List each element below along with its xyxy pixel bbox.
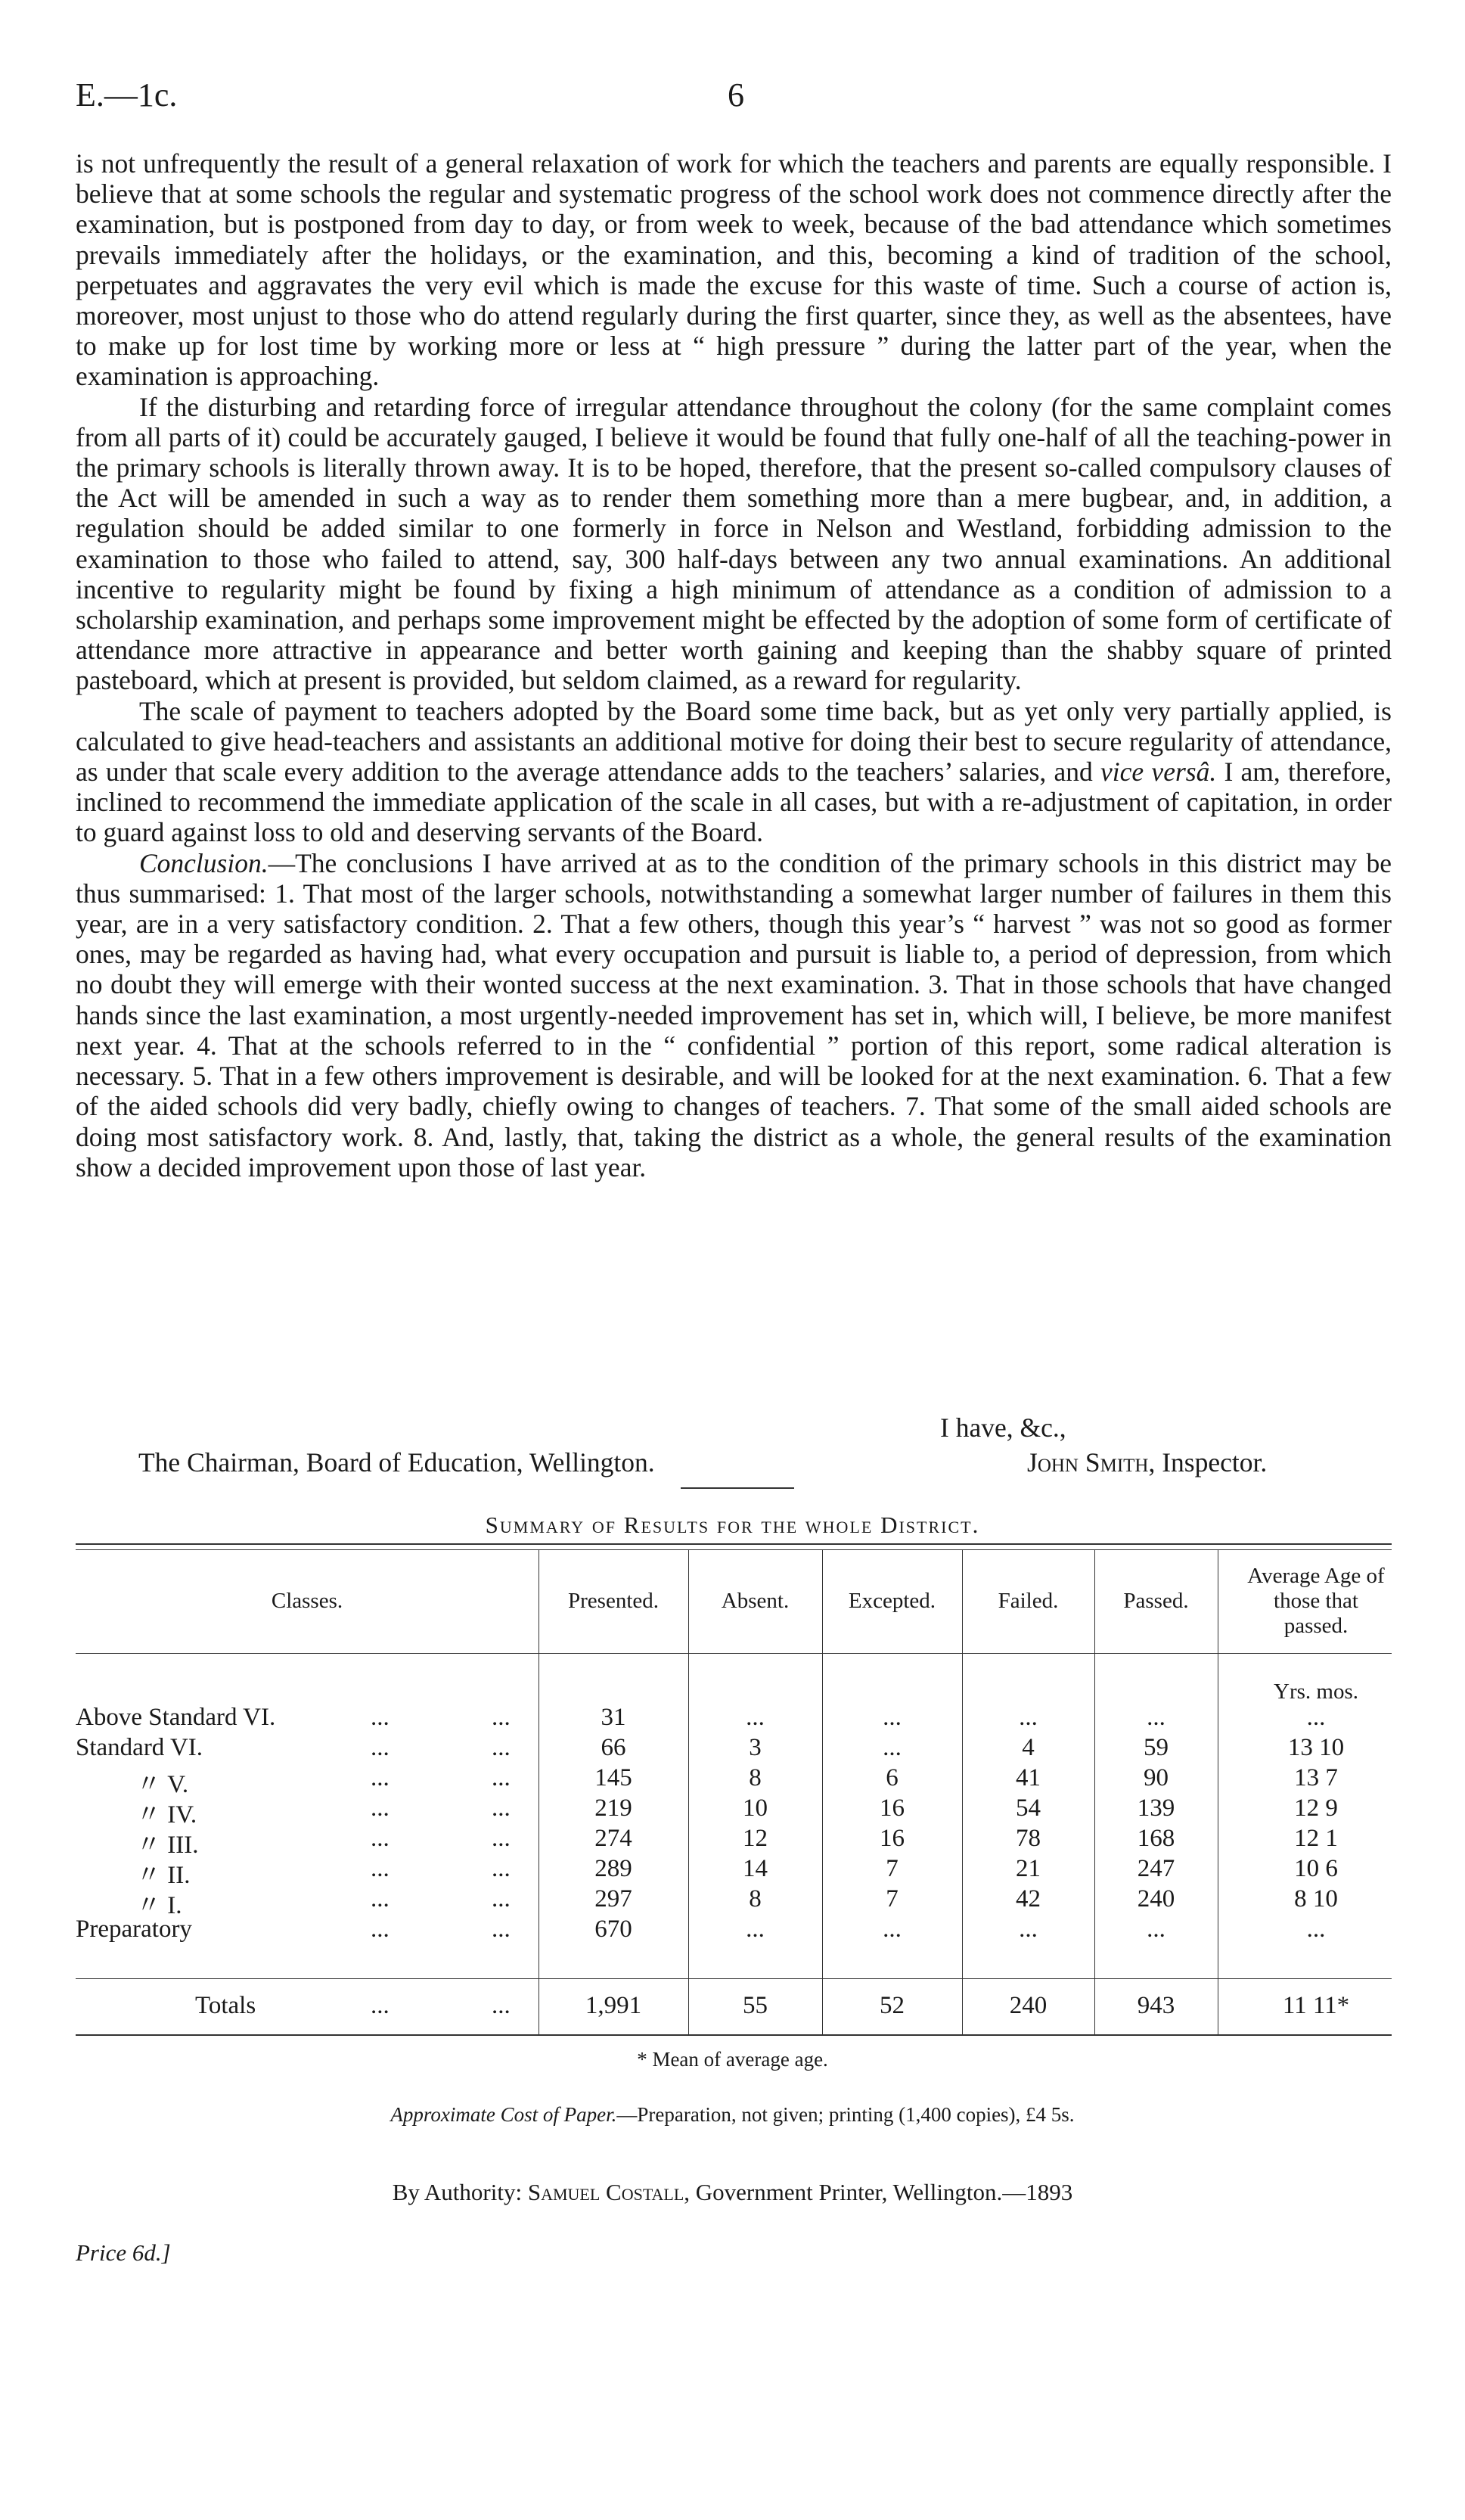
cell-excepted: 16 <box>880 1794 905 1822</box>
total-presented: 1,991 <box>585 1992 642 2019</box>
leader-dots: ... <box>371 1734 390 1761</box>
row-label: Preparatory <box>76 1916 192 1943</box>
row-label: 〃 IV. <box>136 1801 197 1829</box>
cell-passed: ... <box>1147 1704 1165 1731</box>
leader-dots: ... <box>371 1885 390 1913</box>
table-bottom-rule <box>76 2034 1392 2036</box>
total-absent: 55 <box>743 1992 768 2019</box>
cell-passed: 240 <box>1137 1885 1175 1913</box>
cell-presented: 297 <box>594 1885 632 1913</box>
leader-dots: ... <box>371 1704 390 1731</box>
printer-authority <box>0 2179 1465 2206</box>
cell-absent: 14 <box>743 1855 768 1882</box>
cell-failed: 4 <box>1022 1734 1035 1761</box>
cell-excepted: 7 <box>886 1855 899 1882</box>
cell-average-age: 13 10 <box>1287 1734 1345 1761</box>
cell-average-age: 10 6 <box>1294 1855 1338 1882</box>
leader-dots: ... <box>371 1794 390 1822</box>
section-divider <box>681 1487 794 1489</box>
cell-average-age: 8 10 <box>1294 1885 1338 1913</box>
leader-dots: ... <box>371 1825 390 1852</box>
leader-dots: ... <box>492 1704 511 1731</box>
report-body <box>76 148 1392 1182</box>
total-average-age: 11 11* <box>1282 1992 1350 2019</box>
cell-failed: 42 <box>1016 1885 1041 1913</box>
totals-row <box>0 1992 1465 2022</box>
leader-dots: ... <box>492 1885 511 1913</box>
row-label: 〃 I. <box>136 1892 182 1919</box>
cell-failed: 21 <box>1016 1855 1041 1882</box>
cell-excepted: ... <box>883 1734 902 1761</box>
cell-absent: ... <box>746 1704 765 1731</box>
leader-dots: ... <box>371 1916 390 1943</box>
header-failed: Failed. <box>998 1589 1059 1613</box>
cell-absent: 8 <box>749 1764 762 1791</box>
signer-name: John Smith, <box>1027 1447 1156 1478</box>
cell-failed: 78 <box>1016 1825 1041 1852</box>
page-number: 6 <box>728 76 744 113</box>
addressee: The Chairman, Board of Education, Wellington. <box>138 1447 655 1478</box>
header-classes: Classes. <box>271 1589 343 1613</box>
cell-excepted: 16 <box>880 1825 905 1852</box>
document-code: E.—1c. <box>76 76 178 113</box>
table-row <box>0 1885 1465 1919</box>
cell-presented: 219 <box>594 1794 632 1822</box>
cell-presented: 145 <box>594 1764 632 1791</box>
header-presented: Presented. <box>568 1589 659 1613</box>
row-label: 〃 V. <box>136 1771 189 1798</box>
cell-passed: 90 <box>1144 1764 1169 1791</box>
scale-text-part2: I am, therefore, inclined to recommend the immediate application of the scale in all cases, but with a re-adjustment of capitation, in order to guard against loss to old and deserving servants of the Board. <box>76 757 1392 848</box>
row-label: Standard VI. <box>76 1734 203 1761</box>
cell-passed: 139 <box>1137 1794 1175 1822</box>
cell-excepted: 7 <box>886 1885 899 1913</box>
table-row <box>0 1855 1465 1889</box>
cell-presented: 670 <box>594 1916 632 1943</box>
cell-presented: 274 <box>594 1825 632 1852</box>
cost-text: —Preparation, not given; printing (1,400 copies), £4 5s. <box>616 2103 1075 2126</box>
conclusion-label: Conclusion. <box>139 847 268 878</box>
table-row <box>0 1825 1465 1859</box>
table-row <box>0 1916 1465 1946</box>
row-label: Above Standard VI. <box>76 1704 276 1731</box>
cell-passed: 247 <box>1137 1855 1175 1882</box>
cell-presented: 31 <box>601 1704 626 1731</box>
cell-absent: 12 <box>743 1825 768 1852</box>
cell-absent: 8 <box>749 1885 762 1913</box>
price: Price 6d.] <box>76 2239 171 2266</box>
vice-versa-phrase: vice versâ. <box>1100 757 1217 788</box>
cell-passed: 59 <box>1144 1734 1169 1761</box>
table-row <box>0 1764 1465 1798</box>
paragraph-irregular-attendance: If the disturbing and retarding force of irregular attendance throughout the colony (for the same complaint comes from all parts of it) could be accurately gauged, I believe it would be found that fully one-half of all the teaching-power in the primary schools is literally thrown away. It is to be hoped, therefore, that the present so-called compulsory clauses of the Act will be amended in such a way as to render them something more than a mere bugbear, and, in addition, a regulation should be added similar to one formerly in force in Nelson and Westland, forbidding admission to the examination to those who failed to attend, say, 300 half-days between any two annual examinations. An additional incentive to regularity might be found by fixing a high minimum of attendance as a condition of admission to a scholarship examination, and perhaps some improvement might be effected by the adoption of some form of certificate of attendance more attractive in appearance and better worth gaining and keeping than the shabby square of printed pasteboard, which at present is provided, but seldom claimed, as a reward for regularity. <box>76 391 1392 696</box>
paragraph-scale-of-payment <box>76 696 1392 848</box>
cell-average-age: 12 1 <box>1294 1825 1338 1852</box>
cell-absent: 10 <box>743 1794 768 1822</box>
cell-excepted: ... <box>883 1704 902 1731</box>
cell-average-age: ... <box>1306 1704 1326 1731</box>
signature <box>1027 1446 1267 1478</box>
cell-presented: 289 <box>594 1855 632 1882</box>
header-excepted: Excepted. <box>848 1589 936 1613</box>
conclusion-text: —The conclusions I have arrived at as to the condition of the primary schools in this district may be thus summarised: 1. That most of the larger schools, notwithstanding a somewhat larger number of failures in them this year, are in a very satisfactory condition. 2. That a few others, though this year’s “ harvest ” was not so good as former ones, may be regarded as having had, what every occupation and pursuit is liable to, a period of depression, from which no doubt they will emerge with their wonted success at the next examination. 3. That in those schools that have changed hands since the last examination, a most urgently-needed improvement has set in, which will, I believe, be more manifest next year. 4. That at the schools referred to in the “ confidential ” portion of this report, some radical alteration is necessary. 5. That in a few others improvement is desirable, and will be looked for at the next examination. 6. That a few of the aided schools did very badly, chiefly owing to changes of teachers. 7. That some of the small aided schools are doing most satisfactory work. 8. And, lastly, that, taking the district as a whole, the general results of the examination show a decided improvement upon those of last year. <box>76 847 1392 1182</box>
leader-dots: ... <box>492 1992 511 2019</box>
cell-excepted: ... <box>883 1916 902 1943</box>
table-header-rule <box>76 1653 1392 1654</box>
authority-suffix: Government Printer, Wellington.—1893 <box>695 2179 1073 2205</box>
table-row <box>0 1704 1465 1734</box>
leader-dots: ... <box>492 1855 511 1882</box>
table-title: Summary of Results for the whole District. <box>485 1512 980 1538</box>
closing-salutation: I have, &c., <box>940 1412 1066 1443</box>
header-average-age: Average Age of those that passed. <box>1247 1564 1385 1638</box>
total-passed: 943 <box>1137 1992 1175 2019</box>
header-passed: Passed. <box>1123 1589 1189 1613</box>
header-absent: Absent. <box>721 1589 790 1613</box>
row-label: 〃 II. <box>136 1862 191 1889</box>
total-failed: 240 <box>1009 1992 1048 2019</box>
cost-of-paper <box>0 2103 1465 2127</box>
signer-title: Inspector. <box>1162 1447 1268 1478</box>
cell-passed: ... <box>1147 1916 1165 1943</box>
cell-failed: 41 <box>1016 1764 1041 1791</box>
leader-dots: ... <box>492 1825 511 1852</box>
totals-label: Totals <box>195 1992 256 2019</box>
leader-dots: ... <box>492 1734 511 1761</box>
authority-prefix: By Authority: <box>392 2179 523 2205</box>
cell-failed: 54 <box>1016 1794 1041 1822</box>
scale-text-part1: The scale of payment to teachers adopted by the Board some time back, but as yet only very partially applied, is calculated to give head-teachers and assistants an additional motive for doing their best to secure regularity of attendance, as under that scale every addition to the average attendance adds to the teachers’ salaries, and <box>76 695 1392 788</box>
leader-dots: ... <box>371 1764 390 1791</box>
table-top-rule <box>76 1543 1392 1545</box>
leader-dots: ... <box>492 1916 511 1943</box>
cell-absent: 3 <box>749 1734 762 1761</box>
table-footnote: * Mean of average age. <box>637 2048 828 2071</box>
leader-dots: ... <box>371 1992 390 2019</box>
cell-average-age: 12 9 <box>1294 1794 1338 1822</box>
paragraph-conclusion <box>76 848 1392 1182</box>
age-units: Yrs. mos. <box>1274 1679 1358 1704</box>
table-totals-rule <box>76 1978 1392 1979</box>
paragraph-attendance-continued: is not unfrequently the result of a general relaxation of work for which the teachers and parents are equally responsible. I believe that at some schools the regular and systematic progress of the school work does not commence directly after the examination, but is postponed from day to day, or from week to week, because of the bad attendance which sometimes prevails immediately after the holidays, or the examination, and this, becoming a kind of tradition of the school, perpetuates and aggravates the very evil which is made the excuse for this waste of time. Such a course of action is, moreover, most unjust to those who do attend regularly during the first quarter, since they, as well as the absentees, have to make up for lost time by working more or less at “ high pressure ” during the latter part of the year, when the examination is approaching. <box>76 148 1392 392</box>
cost-label: Approximate Cost of Paper. <box>390 2103 617 2126</box>
leader-dots: ... <box>371 1855 390 1882</box>
leader-dots: ... <box>492 1794 511 1822</box>
cell-absent: ... <box>746 1916 765 1943</box>
row-label: 〃 III. <box>136 1832 199 1859</box>
cell-failed: ... <box>1019 1916 1038 1943</box>
table-row <box>0 1734 1465 1764</box>
leader-dots: ... <box>492 1764 511 1791</box>
cell-average-age: ... <box>1306 1916 1326 1943</box>
cell-average-age: 13 7 <box>1294 1764 1338 1791</box>
cell-excepted: 6 <box>886 1764 899 1791</box>
total-excepted: 52 <box>880 1992 905 2019</box>
table-row <box>0 1794 1465 1829</box>
cell-passed: 168 <box>1137 1825 1175 1852</box>
cell-presented: 66 <box>601 1734 626 1761</box>
printer-name: Samuel Costall, <box>527 2179 691 2205</box>
cell-failed: ... <box>1019 1704 1038 1731</box>
